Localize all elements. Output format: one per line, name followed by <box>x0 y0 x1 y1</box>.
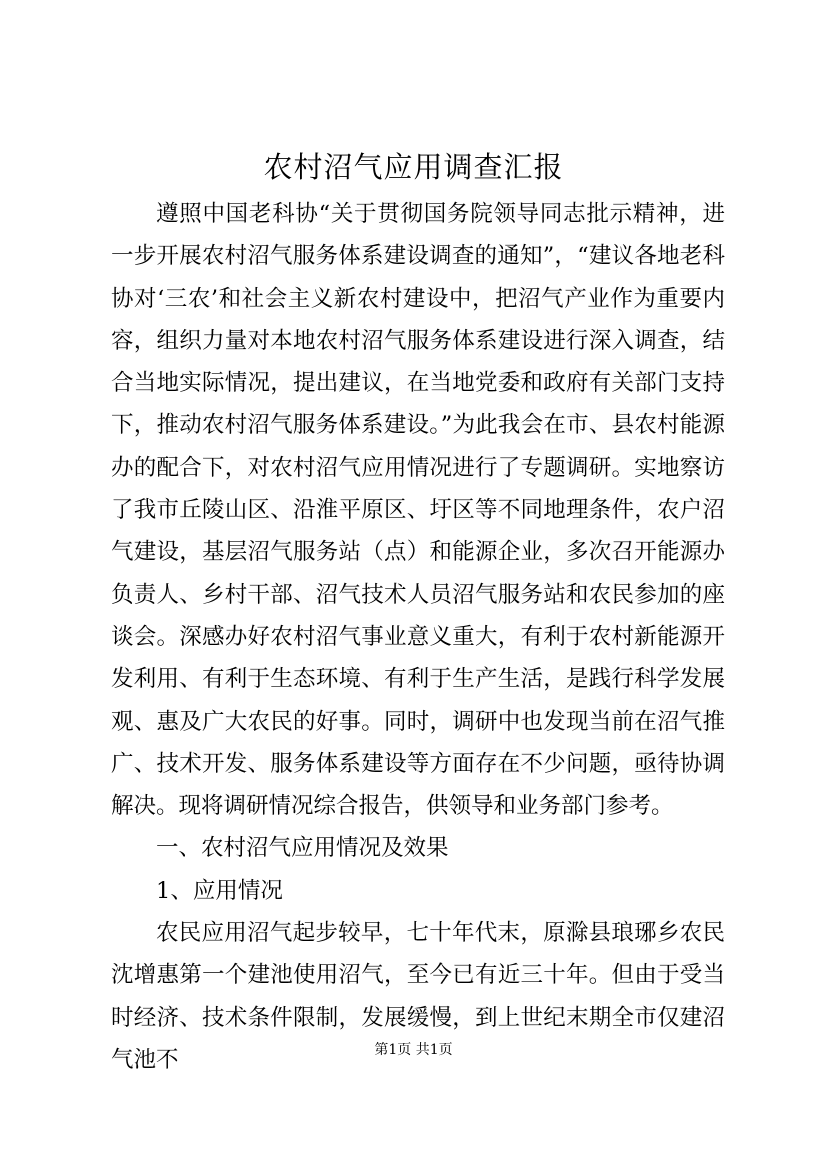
intro-paragraph: 遵照中国老科协“关于贯彻国务院领导同志批示精神，进一步开展农村沼气服务体系建设调查的通知”，“建议各地老科协对‘三农’和社会主义新农村建设中，把沼气产业作为重要内容，组织力量对本地农村沼气服务体系建设进行深入调查，结合当地实际情况，提出建议，在当地党委和政府有关部门支持下，推动农村沼气服务体系建设。”为此我会在市、县农村能源办的配合下，对农村沼气应用情况进行了专题调研。实地察访了我市丘陵山区、沿淮平原区、圩区等不同地理条件，农户沼气建设，基层沼气服务站（点）和能源企业，多次召开能源办负责人、乡村干部、沼气技术人员沼气服务站和农民参加的座谈会。深感办好农村沼气事业意义重大，有利于农村新能源开发利用、有利于生态环境、有利于生产生活，是践行科学发展观、惠及广大农民的好事。同时，调研中也发现当前在沼气推广、技术开发、服务体系建设等方面存在不少问题，亟待协调解决。现将调研情况综合报告，供领导和业务部门参考。 <box>111 201 725 820</box>
section-heading: 一、农村沼气应用情况及效果 <box>156 835 449 862</box>
subsection-heading: 1、应用情况 <box>156 877 283 904</box>
document-body <box>111 193 725 1081</box>
page-footer: 第1页 共1页 <box>374 1042 453 1058</box>
body-paragraph: 农民应用沼气起步较早，七十年代末，原滁县琅琊乡农民沈增惠第一个建池使用沼气，至今已有近三十年。但由于受当时经济、技术条件限制，发展缓慢，到上世纪末期全市仅建沼气池不 <box>111 920 725 1073</box>
document-title: 农村沼气应用调查汇报 <box>263 150 564 184</box>
